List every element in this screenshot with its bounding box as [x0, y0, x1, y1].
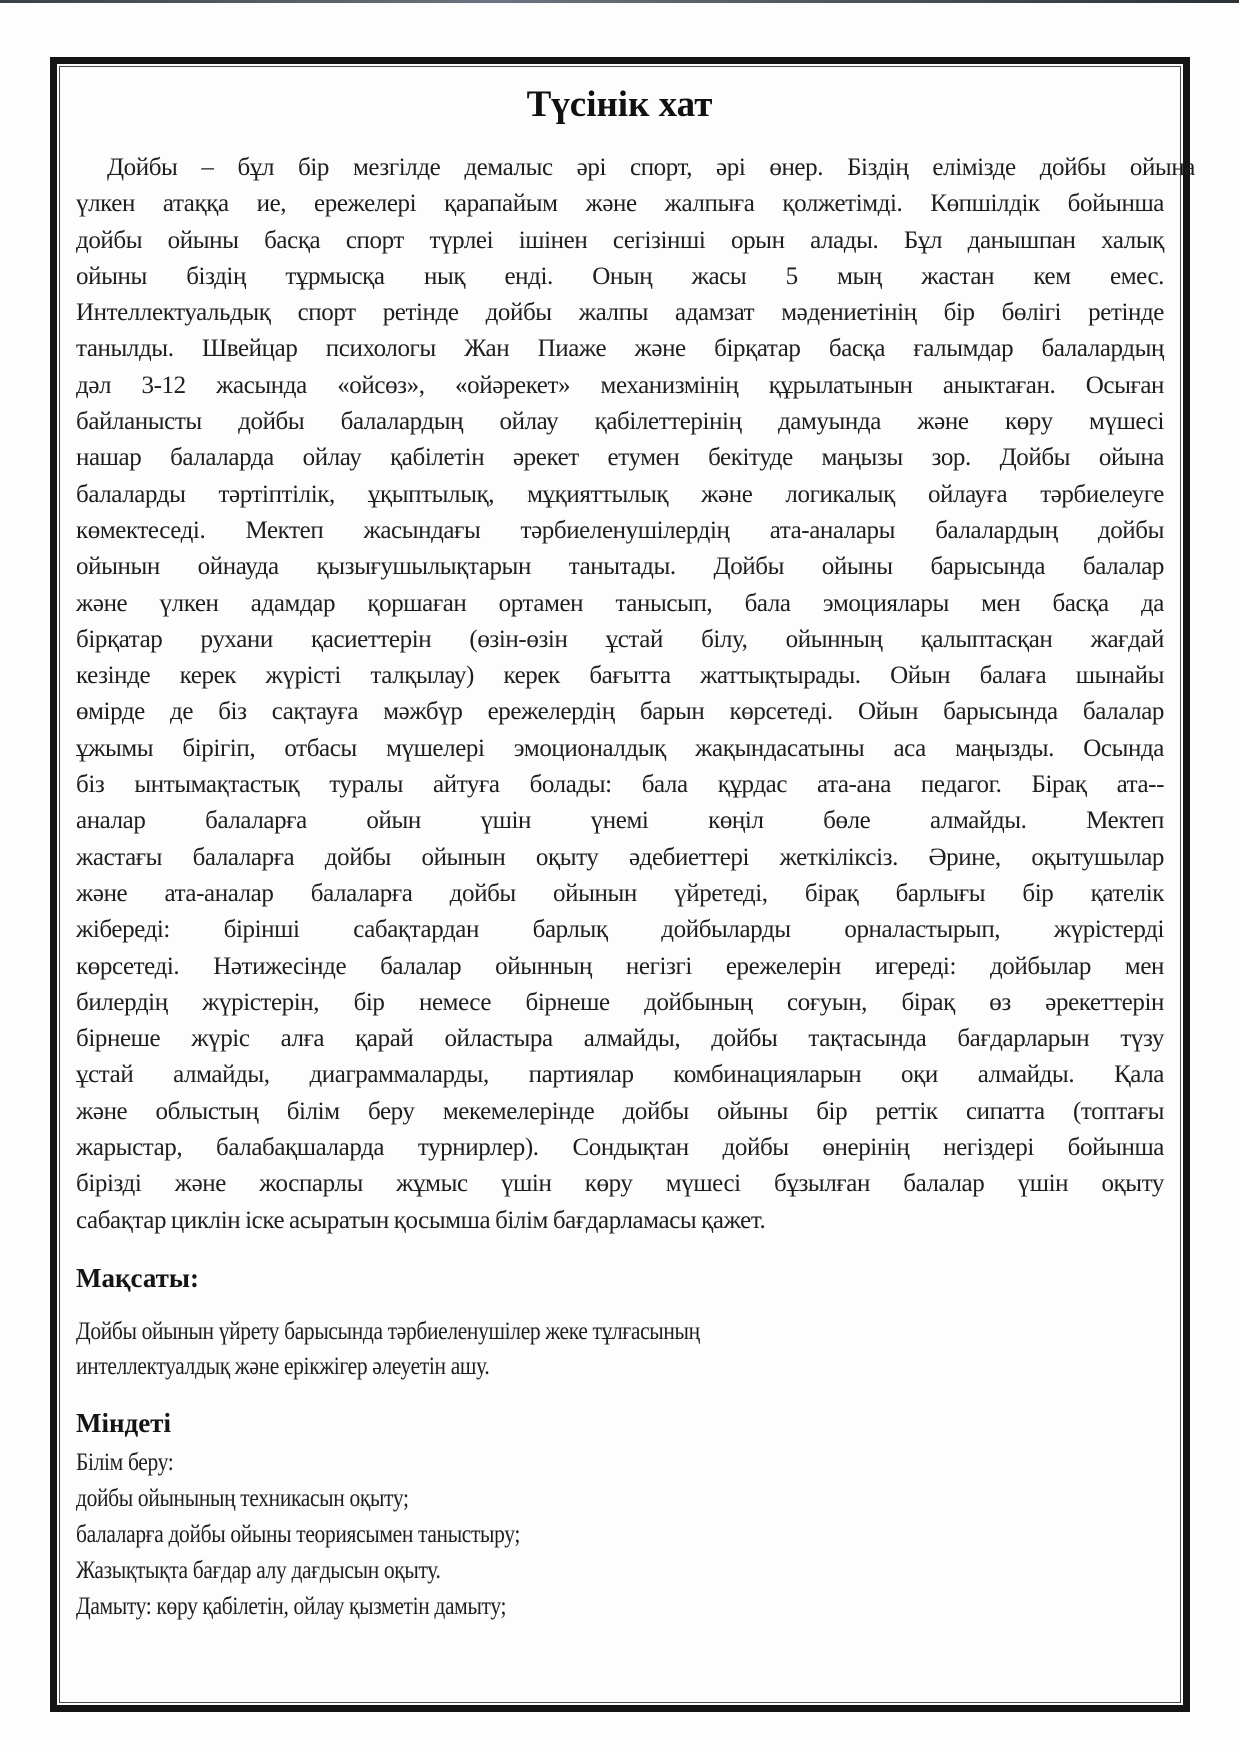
task-line: Жазықтықта бағдар алу дағдысын оқыту. [76, 1557, 441, 1584]
paragraph-line: және үлкен адамдар қоршаған ортамен танысып, бала эмоциялары мен басқа да [76, 589, 1164, 617]
paragraph-line: біз ынтымақтастық туралы айтуға болады: бала құрдас ата-ана педагог. Бірақ ата-- [76, 771, 1164, 799]
goal-heading: Мақсаты: [76, 1263, 199, 1293]
paragraph-line: жастағы балаларға дойбы ойынын оқыту әдебиеттері жеткіліксіз. Әрине, оқытушылар [76, 843, 1164, 871]
paragraph-line: ұстай алмайды, диаграммаларды, партиялар комбинацияларын оқи алмайды. Қала [76, 1061, 1164, 1089]
paragraph-line: танылды. Швейцар психологы Жан Пиаже және бірқатар басқа ғалымдар балалардың [76, 335, 1164, 363]
paragraph-line: көрсетеді. Нәтижесінде балалар ойынның негізгі ережелерін игереді: дойбылар мен [76, 952, 1164, 980]
task-line: Дамыту: көру қабілетін, ойлау қызметін дамыту; [76, 1593, 507, 1620]
paragraph-line: бірқатар рухани қасиеттерін (өзін-өзін ұстай білу, ойынның қалыптасқан жағдай [76, 625, 1164, 653]
paragraph-line: дәл 3-12 жасында «ойсөз», «ойәрекет» механизмінің құрылатынын аныктаған. Осыған [76, 371, 1164, 399]
task-line: дойбы ойынының техникасын оқыту; [76, 1485, 409, 1512]
paragraph-line: үлкен атаққа ие, ережелері қарапайым және жалпыға қолжетімді. Көпшілдік бойынша [76, 190, 1164, 218]
paragraph-line: байланысты дойбы балалардың ойлау қабілеттерінің дамуында және көру мүшесі [76, 408, 1164, 436]
explanatory-paragraph [76, 150, 1195, 1239]
paragraph-line: жарыстар, балабақшаларда турнирлер). Сондықтан дойбы өнерінің негіздері бойынша [76, 1134, 1164, 1162]
document-title: Түсінік хат [526, 84, 713, 125]
goal-line: интеллектуалдық және ерікжігер әлеуетін ашу. [76, 1353, 490, 1380]
paragraph-line: ойыны біздің тұрмысқа нық енді. Оның жасы 5 мың жастан кем емес. [76, 262, 1164, 290]
paragraph-line: көмектеседі. Мектеп жасындағы тәрбиеленушілердің ата-аналары балалардың дойбы [76, 516, 1164, 544]
paragraph-line: сабақтар циклін іске асыратын қосымша білім бағдарламасы қажет. [76, 1206, 766, 1234]
paragraph-line: және ата-аналар балаларға дойбы ойынын үйретеді, бірақ барлығы бір қателік [76, 879, 1164, 907]
paragraph-line: бірізді және жоспарлы жұмыс үшін көру мүшесі бұзылған балалар үшін оқыту [76, 1170, 1164, 1198]
scan-edge [0, 0, 1239, 3]
task-line: Білім беру: [76, 1449, 174, 1476]
paragraph-line: ойынын ойнауда қызығушылықтарын танытады. Дойбы ойыны барысында балалар [76, 553, 1164, 581]
paragraph-line: бірнеше жүріс алға қарай ойластыра алмайды, дойбы тақтасында бағдарларын түзу [76, 1025, 1164, 1053]
paragraph-line: нашар балаларда ойлау қабілетін әрекет етумен бекітуде маңызы зор. Дойбы ойына [76, 444, 1164, 472]
paragraph-line: дойбы ойыны басқа спорт түрлеі ішінен сегізінші орын алады. Бұл данышпан халық [76, 226, 1164, 254]
paragraph-line: Интеллектуальдық спорт ретінде дойбы жалпы адамзат мәдениетінің бір бөлігі ретінде [76, 299, 1164, 327]
paragraph-line: аналар балаларға ойын үшін үнемі көңіл бөле алмайды. Мектеп [76, 807, 1164, 835]
paragraph-line: балаларды тәртіптілік, ұқыптылық, мұқияттылық және логикалық ойлауға тәрбиелеуге [76, 480, 1164, 508]
paragraph-line: билердің жүрістерін, бір немесе бірнеше дойбының соғуын, бірақ өз әрекеттерін [76, 988, 1164, 1016]
paragraph-line: кезінде керек жүрісті талқылау) керек бағытта жаттықтырады. Ойын балаға шынайы [76, 662, 1164, 690]
paragraph-line: және облыстың білім беру мекемелерінде дойбы ойыны бір реттік сипатта (топтағы [76, 1097, 1164, 1125]
task-line: балаларға дойбы ойыны теориясымен таныстыру; [76, 1521, 521, 1548]
paragraph-line: ұжымы бірігіп, отбасы мүшелері эмоционалдық жақындасатыны аса маңызды. Осында [76, 734, 1164, 762]
paragraph-line: жібереді: бірінші сабақтардан барлық дойбыларды орналастырып, жүрістерді [76, 916, 1164, 944]
tasks-heading: Міндеті [76, 1408, 171, 1438]
goal-line: Дойбы ойынын үйрету барысында тәрбиеленушілер жеке тұлғасының [76, 1318, 700, 1345]
paragraph-line: Дойбы – бұл бір мезгілде демалыс әрі спорт, әрі өнер. Біздің елімізде дойбы ойына [107, 154, 1195, 181]
paragraph-line: өмірде де біз сақтауға мәжбүр ережелердің барын көрсетеді. Ойын барысында балалар [76, 698, 1164, 726]
